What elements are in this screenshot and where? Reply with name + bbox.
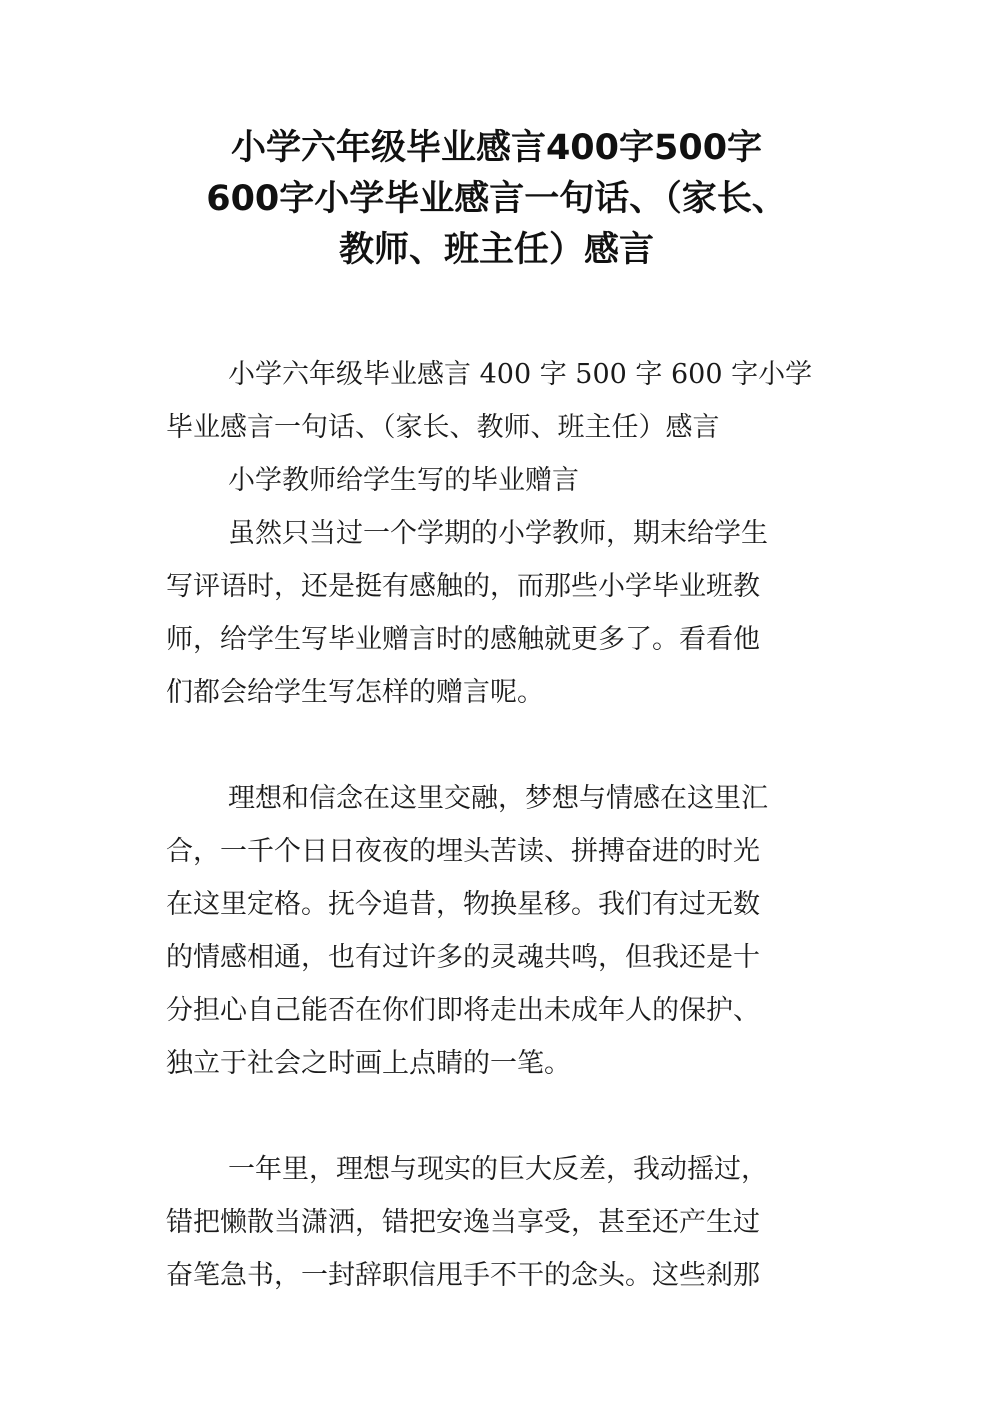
paragraph-3 bbox=[166, 1143, 826, 1302]
text-line: 写评语时，还是挺有感触的，而那些小学毕业班教 bbox=[166, 571, 760, 602]
paragraph-gap bbox=[166, 1090, 826, 1143]
paragraph-gap bbox=[166, 719, 826, 772]
title-line: 600字小学毕业感言一句话、（家长、 bbox=[206, 179, 787, 219]
document-body bbox=[166, 348, 826, 1302]
paragraph-2 bbox=[166, 772, 826, 1090]
text-line: 毕业感言一句话、（家长、教师、班主任）感言 bbox=[166, 412, 720, 443]
text-line: 分担心自己能否在你们即将走出未成年人的保护、 bbox=[166, 995, 760, 1026]
text-line: 在这里定格。抚今追昔，物换星移。我们有过无数 bbox=[166, 889, 760, 920]
text-line: 理想和信念在这里交融，梦想与情感在这里汇 bbox=[228, 783, 768, 814]
paragraph-intro bbox=[166, 348, 826, 454]
title-line: 小学六年级毕业感言400字500字 bbox=[230, 128, 763, 168]
text-line: 的情感相通，也有过许多的灵魂共鸣，但我还是十 bbox=[166, 942, 760, 973]
document-title bbox=[150, 123, 843, 276]
paragraph-subheading bbox=[166, 454, 826, 507]
text-line: 虽然只当过一个学期的小学教师，期末给学生 bbox=[228, 518, 768, 549]
text-line: 师，给学生写毕业赠言时的感触就更多了。看看他 bbox=[166, 624, 760, 655]
text-line: 独立于社会之时画上点睛的一笔。 bbox=[166, 1048, 571, 1079]
text-line: 小学六年级毕业感言 400 字 500 字 600 字小学 bbox=[228, 359, 813, 390]
text-line: 们都会给学生写怎样的赠言呢。 bbox=[166, 677, 544, 708]
text-line: 错把懒散当潇洒，错把安逸当享受，甚至还产生过 bbox=[166, 1207, 760, 1238]
title-line: 教师、班主任）感言 bbox=[338, 230, 654, 270]
text-line: 小学教师给学生写的毕业赠言 bbox=[228, 465, 579, 496]
text-line: 一年里，理想与现实的巨大反差，我动摇过， bbox=[228, 1154, 768, 1185]
paragraph-1 bbox=[166, 507, 826, 719]
text-line: 奋笔急书，一封辞职信甩手不干的念头。这些刹那 bbox=[166, 1260, 760, 1291]
text-line: 合，一千个日日夜夜的埋头苦读、拼搏奋进的时光 bbox=[166, 836, 760, 867]
